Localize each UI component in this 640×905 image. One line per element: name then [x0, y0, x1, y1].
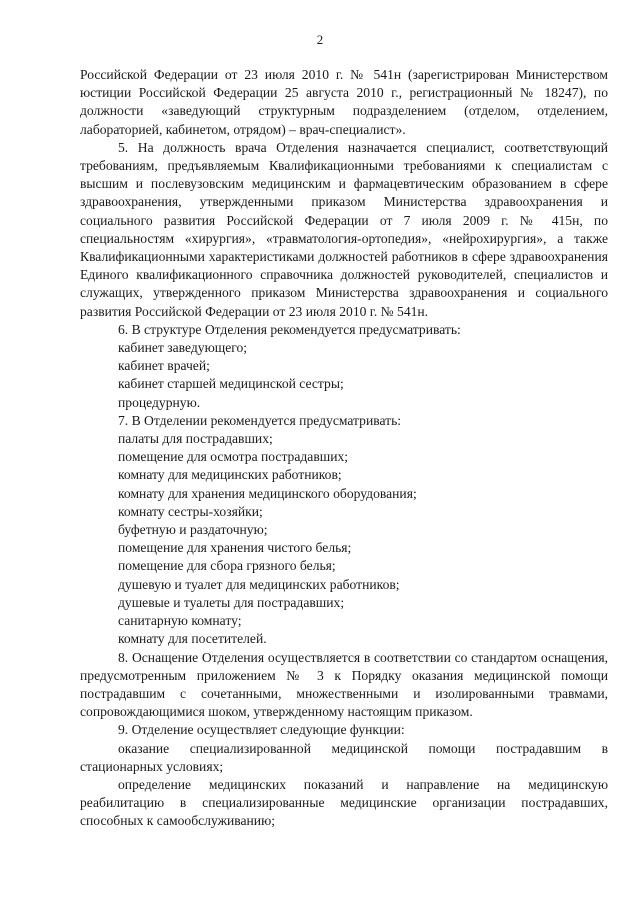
paragraph-7-item: душевые и туалеты для пострадавших; [118, 594, 345, 610]
paragraph-6-item: процедурную. [118, 394, 201, 410]
paragraph-8: 8. Оснащение Отделения осуществляется в соответствии со стандартом оснащения, предусмотренным приложением № 3 к Порядку оказания медицинской помощи пострадавшим с сочетанными, множественными и изолированными травмами, сопровождающимися шоком, утвержденному настоящим приказом. [80, 649, 608, 720]
paragraph-5: 5. На должность врача Отделения назначается специалист, соответствующий требованиям, предъявляемым Квалификационными требованиями к специалистам с высшим и послевузовским медицинским и фармацевтическим образованием в сфере здравоохранения, утвержденными приказом Министерства здравоохранения и социального развития Российской Федерации от 7 июля 2009 г. № 415н, по специальностям «хирургия», «травматология-ортопедия», «нейрохирургия», а также Квалификационными характеристиками должностей работников в сфере здравоохранения Единого квалификационного справочника должностей руководителей, специалистов и служащих, утвержденного приказом Министерства здравоохранения и социального развития Российской Федерации от 23 июля 2010 г. № 541н. [80, 139, 608, 319]
paragraph-7-item: санитарную комнату; [118, 613, 242, 629]
paragraph-7-item: помещение для сбора грязного белья; [118, 558, 336, 574]
paragraph-7-item: помещение для осмотра пострадавших; [118, 449, 349, 465]
paragraph-7-heading: 7. В Отделении рекомендуется предусматривать: [118, 412, 402, 428]
paragraph-7-item: комнату для медицинских работников; [118, 467, 342, 483]
paragraph-7-item: комнату сестры-хозяйки; [118, 503, 263, 519]
paragraph-7-item: комнату для хранения медицинского оборудования; [118, 485, 417, 501]
page-number: 2 [316, 32, 324, 47]
paragraph-7-item: палаты для пострадавших; [118, 431, 273, 447]
paragraph-6-item: кабинет заведующего; [118, 340, 248, 356]
paragraph-6-item: кабинет врачей; [118, 358, 210, 374]
paragraph-6-heading: 6. В структуре Отделения рекомендуется предусматривать: [118, 321, 461, 337]
paragraph-7-item: душевую и туалет для медицинских работников; [118, 576, 400, 592]
paragraph-7-item: комнату для посетителей. [118, 631, 267, 647]
paragraph-9-item: определение медицинских показаний и направление на медицинскую реабилитацию в специализированные медицинские организации пострадавших, способных к самообслуживанию; [80, 776, 608, 829]
document-body [80, 66, 608, 831]
paragraph-7-item: буфетную и раздаточную; [118, 522, 268, 538]
paragraph-9-heading: 9. Отделение осуществляет следующие функции: [118, 722, 405, 738]
paragraph-9-item: оказание специализированной медицинской помощи пострадавшим в стационарных условиях; [80, 740, 608, 774]
paragraph-7-item: помещение для хранения чистого белья; [118, 540, 352, 556]
paragraph-continuation: Российской Федерации от 23 июля 2010 г. № 541н (зарегистрирован Министерством юстиции Российской Федерации 25 августа 2010 г., регистрационный № 18247), по должности «заведующий структурным подразделением (отделом, отделением, лабораторией, кабинетом, отрядом) – врач-специалист». [80, 67, 608, 137]
paragraph-6-item: кабинет старшей медицинской сестры; [118, 376, 344, 392]
